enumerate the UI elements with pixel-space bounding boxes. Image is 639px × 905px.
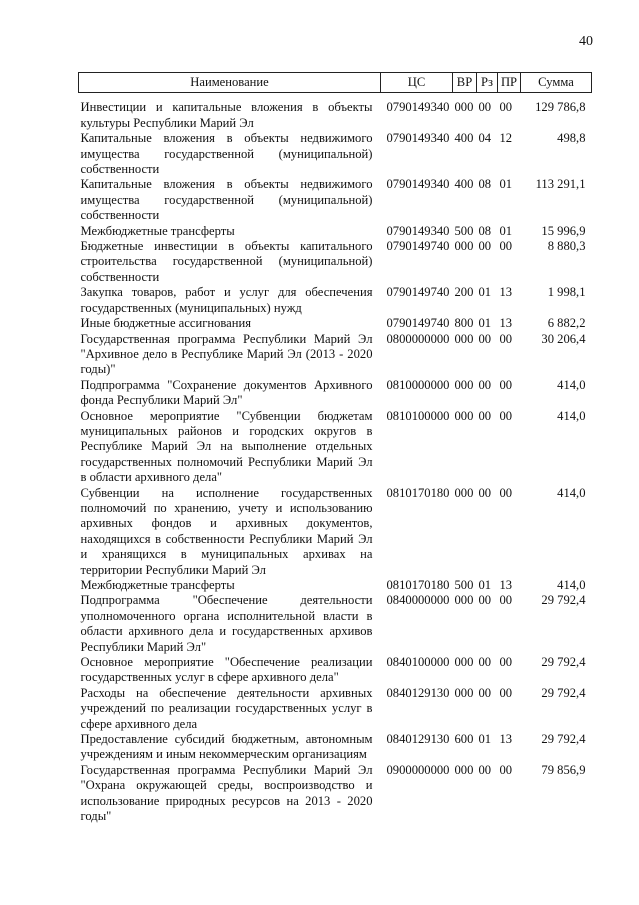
row-sum: 79 856,9: [541, 762, 586, 777]
row-sum: 414,0: [557, 485, 586, 500]
row-vr: 800: [454, 316, 474, 331]
row-vr: 500: [454, 223, 474, 238]
table-row: [79, 409, 592, 486]
row-vr: 000: [454, 762, 474, 777]
row-cs: 0790149740: [386, 316, 450, 331]
row-sum: 414,0: [557, 377, 586, 392]
row-name: Инвестиции и капитальные вложения в объекты культуры Республики Марий Эл: [80, 100, 373, 130]
row-vr: 000: [454, 100, 474, 115]
row-cs: 0840129130: [386, 685, 450, 700]
row-name: Бюджетные инвестиции в объекты капитального строительства государственной (муниципальной) собственности: [80, 239, 373, 284]
table-row: [79, 285, 592, 316]
row-pr: 00: [499, 408, 513, 423]
row-name: Государственная программа Республики Марий Эл "Охрана окружающей среды, воспроизводство и использование природных ресурсов на 2013 - 2020 годы": [80, 762, 373, 824]
row-name: Межбюджетные трансферты: [80, 223, 235, 238]
row-pr: 13: [499, 316, 513, 331]
row-rz: 00: [478, 655, 492, 670]
row-pr: 00: [499, 239, 513, 254]
row-cs: 0800000000: [386, 331, 450, 346]
row-sum: 8 880,3: [547, 239, 586, 254]
table-row: [79, 224, 592, 239]
table-row: [79, 332, 592, 378]
row-pr: 01: [499, 177, 513, 192]
row-sum: 129 786,8: [535, 100, 586, 115]
row-pr: 01: [499, 223, 513, 238]
header-name: Наименование: [79, 73, 381, 93]
row-sum: 414,0: [557, 578, 586, 592]
row-name: Основное мероприятие "Субвенции бюджетам муниципальных районов и городских округов в Республике Марий Эл на выполнение отдельных государственных полномочий Республики Марий Эл в области архивного дела": [80, 408, 373, 485]
row-name: Межбюджетные трансферты: [80, 578, 235, 592]
table-row: [79, 131, 592, 177]
row-pr: 00: [499, 485, 513, 500]
table-row: [79, 93, 592, 131]
row-cs: 0900000000: [386, 762, 450, 777]
row-vr: 000: [454, 239, 474, 254]
row-pr: 00: [499, 331, 513, 346]
row-vr: 000: [454, 593, 474, 608]
table-row: [79, 486, 592, 578]
row-cs: 0790149740: [386, 285, 450, 300]
row-pr: 00: [499, 100, 513, 115]
row-vr: 400: [454, 131, 474, 146]
row-sum: 6 882,2: [547, 316, 586, 331]
row-vr: 000: [454, 685, 474, 700]
row-rz: 00: [478, 685, 492, 700]
row-sum: 30 206,4: [541, 331, 586, 346]
row-rz: 00: [478, 100, 492, 115]
row-name: Субвенции на исполнение государственных полномочий по хранению, учету и использованию архивных фондов и архивных документов, находящихся в собственности Республики Марий Эл и хранящихся в муниципальных архивах на территории Республики Марий Эл: [80, 485, 373, 577]
table-row: [79, 239, 592, 285]
row-pr: 00: [499, 685, 513, 700]
row-rz: 01: [478, 578, 492, 592]
row-rz: 01: [478, 285, 492, 300]
row-name: Капитальные вложения в объекты недвижимого имущества государственной (муниципальной) собственности: [80, 131, 373, 177]
row-vr: 000: [454, 331, 474, 346]
row-cs: 0810000000: [386, 377, 450, 392]
table-row: [79, 655, 592, 686]
row-sum: 414,0: [557, 408, 586, 423]
table-row: [79, 316, 592, 331]
table-row: [79, 378, 592, 409]
row-vr: 000: [454, 408, 474, 423]
row-sum: 113 291,1: [535, 177, 586, 192]
row-rz: 04: [478, 131, 492, 146]
row-name: Капитальные вложения в объекты недвижимого имущества государственной (муниципальной) собственности: [80, 177, 373, 223]
table-row: [79, 578, 592, 593]
row-rz: 00: [478, 408, 492, 423]
row-vr: 000: [454, 377, 474, 392]
page-number: 40: [579, 34, 593, 49]
header-vr: ВР: [453, 73, 477, 93]
row-cs: 0790149740: [386, 239, 450, 254]
row-name: Расходы на обеспечение деятельности архивных учреждений по реализации государственных услуг в сфере архивного дела: [80, 685, 373, 731]
row-sum: 29 792,4: [541, 685, 586, 700]
row-vr: 000: [454, 655, 474, 670]
row-rz: 01: [478, 732, 492, 747]
row-vr: 000: [454, 485, 474, 500]
table-row: [79, 593, 592, 655]
row-rz: 00: [478, 377, 492, 392]
row-name: Иные бюджетные ассигнования: [80, 316, 252, 331]
row-vr: 600: [454, 732, 474, 747]
row-name: Подпрограмма "Обеспечение деятельности уполномоченного органа исполнительной власти в области архивного дела и государственных архивов Республики Марий Эл": [80, 593, 373, 654]
row-rz: 00: [478, 331, 492, 346]
row-pr: 00: [499, 762, 513, 777]
row-sum: 29 792,4: [541, 655, 586, 670]
row-cs: 0790149340: [386, 131, 450, 146]
table-header: [79, 73, 592, 93]
header-cs: ЦС: [381, 73, 453, 93]
budget-table: [78, 72, 592, 825]
row-sum: 29 792,4: [541, 732, 586, 747]
row-cs: 0790149340: [386, 177, 450, 192]
row-sum: 1 998,1: [547, 285, 586, 300]
row-sum: 15 996,9: [541, 223, 586, 238]
row-pr: 00: [499, 593, 513, 608]
table-row: [79, 177, 592, 223]
row-pr: 13: [499, 285, 513, 300]
row-pr: 12: [499, 131, 513, 146]
row-cs: 0810100000: [386, 408, 450, 423]
row-pr: 13: [499, 732, 513, 747]
table-row: [79, 763, 592, 825]
row-name: Подпрограмма "Сохранение документов Архивного фонда Республики Марий Эл": [80, 377, 373, 408]
header-pr: ПР: [498, 73, 521, 93]
row-cs: 0790149340: [386, 223, 450, 238]
row-sum: 29 792,4: [541, 593, 586, 608]
row-pr: 13: [499, 578, 513, 592]
row-vr: 500: [454, 578, 474, 592]
row-cs: 0790149340: [386, 100, 450, 115]
row-cs: 0810170180: [386, 578, 450, 592]
row-cs: 0840000000: [386, 593, 450, 608]
header-sum: Сумма: [521, 73, 592, 93]
row-cs: 0840100000: [386, 655, 450, 670]
row-cs: 0840129130: [386, 732, 450, 747]
row-rz: 08: [478, 177, 492, 192]
row-name: Основное мероприятие "Обеспечение реализации государственных услуг в сфере архивного дела": [80, 655, 373, 685]
row-name: Закупка товаров, работ и услуг для обеспечения государственных (муниципальных) нужд: [80, 285, 373, 315]
row-rz: 08: [478, 223, 492, 238]
table-body: [79, 93, 592, 825]
row-vr: 200: [454, 285, 474, 300]
row-rz: 00: [478, 485, 492, 500]
row-name: Предоставление субсидий бюджетным, автономным учреждениям и иным некоммерческим организациям: [80, 732, 373, 762]
row-pr: 00: [499, 377, 513, 392]
row-name: Государственная программа Республики Марий Эл "Архивное дело в Республике Марий Эл (2013 - 2020 годы)": [80, 331, 373, 377]
row-pr: 00: [499, 655, 513, 670]
table-row: [79, 686, 592, 732]
row-rz: 00: [478, 239, 492, 254]
row-rz: 01: [478, 316, 492, 331]
header-rz: Рз: [477, 73, 498, 93]
row-rz: 00: [478, 593, 492, 608]
row-sum: 498,8: [557, 131, 586, 146]
table-row: [79, 732, 592, 763]
row-cs: 0810170180: [386, 485, 450, 500]
row-rz: 00: [478, 762, 492, 777]
row-vr: 400: [454, 177, 474, 192]
